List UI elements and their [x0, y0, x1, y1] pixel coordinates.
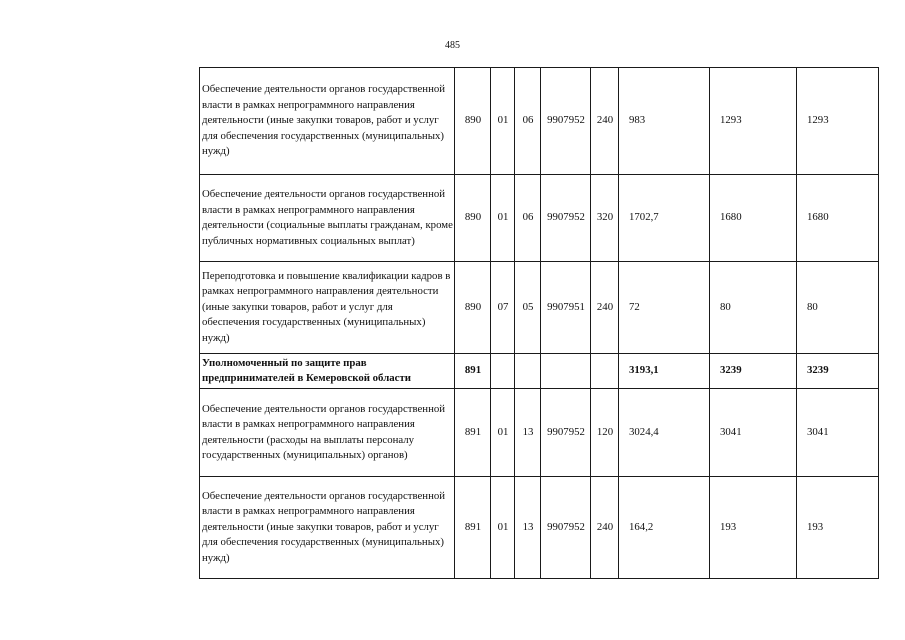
subsection-code: 06	[515, 175, 541, 262]
section-code: 07	[491, 262, 515, 354]
ministry-code: 890	[455, 68, 491, 175]
section-code: 01	[491, 175, 515, 262]
amount-year-1: 3193,1	[619, 354, 710, 389]
ministry-code: 891	[455, 354, 491, 389]
section-code: 01	[491, 477, 515, 579]
expense-type-code: 240	[591, 477, 619, 579]
expense-type-code: 240	[591, 68, 619, 175]
table-row	[200, 262, 879, 354]
subsection-code	[515, 354, 541, 389]
row-name: Обеспечение деятельности органов государственной власти в рамках непрограммного направления деятельности (иные закупки товаров, работ и услуг для обеспечения государственных (муниципальных) нужд)	[200, 477, 455, 579]
amount-year-1: 983	[619, 68, 710, 175]
amount-year-2: 80	[710, 262, 797, 354]
subsection-code: 05	[515, 262, 541, 354]
amount-year-2: 1293	[710, 68, 797, 175]
section-code: 01	[491, 389, 515, 477]
ministry-code: 890	[455, 175, 491, 262]
row-name: Уполномоченный по защите прав предпринимателей в Кемеровской области	[200, 354, 455, 389]
target-article-code	[541, 354, 591, 389]
subsection-code: 13	[515, 389, 541, 477]
subsection-code: 06	[515, 68, 541, 175]
target-article-code: 9907951	[541, 262, 591, 354]
subsection-code: 13	[515, 477, 541, 579]
section-code	[491, 354, 515, 389]
amount-year-2: 3041	[710, 389, 797, 477]
amount-year-3: 193	[797, 477, 879, 579]
table-row	[200, 68, 879, 175]
table-row	[200, 389, 879, 477]
ministry-code: 891	[455, 389, 491, 477]
ministry-code: 890	[455, 262, 491, 354]
table-row	[200, 175, 879, 262]
amount-year-3: 80	[797, 262, 879, 354]
row-name: Обеспечение деятельности органов государственной власти в рамках непрограммного направления деятельности (иные закупки товаров, работ и услуг для обеспечения государственных (муниципальных) нужд)	[200, 68, 455, 175]
section-code: 01	[491, 68, 515, 175]
amount-year-3: 1293	[797, 68, 879, 175]
row-name: Обеспечение деятельности органов государственной власти в рамках непрограммного направления деятельности (расходы на выплаты персоналу государственных (муниципальных) органов)	[200, 389, 455, 477]
amount-year-1: 164,2	[619, 477, 710, 579]
amount-year-2: 1680	[710, 175, 797, 262]
table-row	[200, 354, 879, 389]
table-row	[200, 477, 879, 579]
amount-year-1: 1702,7	[619, 175, 710, 262]
amount-year-3: 3239	[797, 354, 879, 389]
amount-year-3: 3041	[797, 389, 879, 477]
amount-year-2: 3239	[710, 354, 797, 389]
target-article-code: 9907952	[541, 477, 591, 579]
target-article-code: 9907952	[541, 175, 591, 262]
expense-type-code: 240	[591, 262, 619, 354]
expense-type-code: 120	[591, 389, 619, 477]
amount-year-2: 193	[710, 477, 797, 579]
expense-type-code: 320	[591, 175, 619, 262]
amount-year-1: 72	[619, 262, 710, 354]
expense-type-code	[591, 354, 619, 389]
row-name: Переподготовка и повышение квалификации кадров в рамках непрограммного направления деятельности (иные закупки товаров, работ и услуг для обеспечения государственных (муниципальных) нужд)	[200, 262, 455, 354]
ministry-code: 891	[455, 477, 491, 579]
row-name: Обеспечение деятельности органов государственной власти в рамках непрограммного направления деятельности (социальные выплаты гражданам, кроме публичных нормативных социальных выплат)	[200, 175, 455, 262]
target-article-code: 9907952	[541, 68, 591, 175]
amount-year-3: 1680	[797, 175, 879, 262]
target-article-code: 9907952	[541, 389, 591, 477]
budget-table	[199, 67, 879, 579]
amount-year-1: 3024,4	[619, 389, 710, 477]
page-number: 485	[445, 40, 460, 51]
